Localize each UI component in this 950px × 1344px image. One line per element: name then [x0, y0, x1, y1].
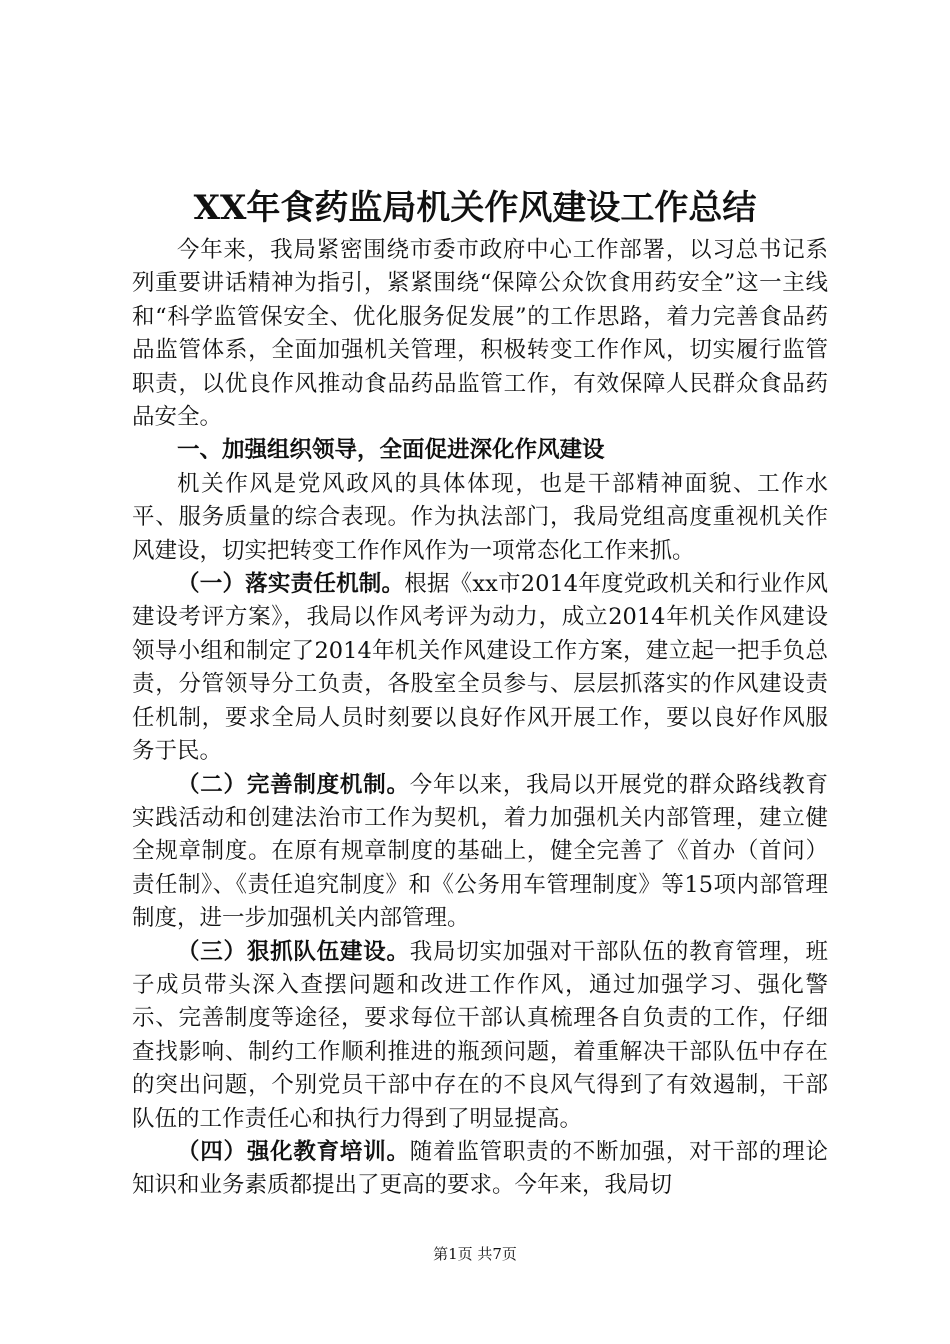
intro-paragraph: 今年来，我局紧密围绕市委市政府中心工作部署，以习总书记系列重要讲话精神为指引，紧紧围绕“保障公众饮食用药安全”这一主线和“科学监管保安全、优化服务促发展”的工作思路，着力完善食品药品监管体系，全面加强机关管理，积极转变工作作风，切实履行监管职责，以优良作风推动食品药品监管工作，有效保障人民群众食品药品安全。: [132, 237, 828, 431]
subsection-paragraph-3: [132, 936, 828, 1136]
subsection-paragraph-1: [132, 568, 828, 768]
subsection-heading: （二）完善制度机制。: [177, 771, 410, 798]
subsection-text: 随着监管职责的不断加强，对干部的理论知识和业务素质都提出了更高的要求。今年来，我局切: [132, 1138, 828, 1199]
subsection-heading: （四）强化教育培训。: [177, 1138, 410, 1165]
subsection-paragraph-4: [132, 1136, 828, 1203]
document-body: [132, 234, 828, 1203]
subsection-heading: （一）落实责任机制。: [177, 571, 405, 598]
section-paragraph: 机关作风是党风政风的具体体现，也是干部精神面貌、工作水平、服务质量的综合表现。作为执法部门，我局党组高度重视机关作风建设，切实把转变工作作风作为一项常态化工作来抓。: [132, 470, 828, 564]
subsection-text: 我局切实加强对干部队伍的教育管理，班子成员带头深入查摆问题和改进工作作风，通过加强学习、强化警示、完善制度等途径，要求每位干部认真梳理各自负责的工作，仔细查找影响、制约工作顺利推进的瓶颈问题，着重解决干部队伍中存在的突出问题，个别党员干部中存在的不良风气得到了有效遏制，干部队伍的工作责任心和执行力得到了明显提高。: [132, 938, 828, 1132]
page-number-footer: 第1页 共7页: [433, 1245, 517, 1263]
subsection-heading: （三）狠抓队伍建设。: [177, 938, 410, 965]
section-heading: 一、加强组织领导，全面促进深化作风建设: [177, 437, 605, 464]
document-title: XX年食药监局机关作风建设工作总结: [193, 188, 757, 228]
subsection-paragraph-2: [132, 769, 828, 936]
subsection-text: 根据《xx市2014年度党政机关和行业作风建设考评方案》，我局以作风考评为动力，成立2014年机关作风建设领导小组和制定了2014年机关作风建设工作方案，建立起一把手负总责，分管领导分工负责，各股室全员参与、层层抓落实的作风建设责任机制，要求全局人员时刻要以良好作风开展工作，要以良好作风服务于民。: [132, 571, 828, 765]
subsection-text: 今年以来，我局以开展党的群众路线教育实践活动和创建法治市工作为契机，着力加强机关内部管理，建立健全规章制度。在原有规章制度的基础上，健全完善了《首办（首问）责任制》、《责任追究制度》和《公务用车管理制度》等15项内部管理制度，进一步加强机关内部管理。: [132, 771, 828, 932]
